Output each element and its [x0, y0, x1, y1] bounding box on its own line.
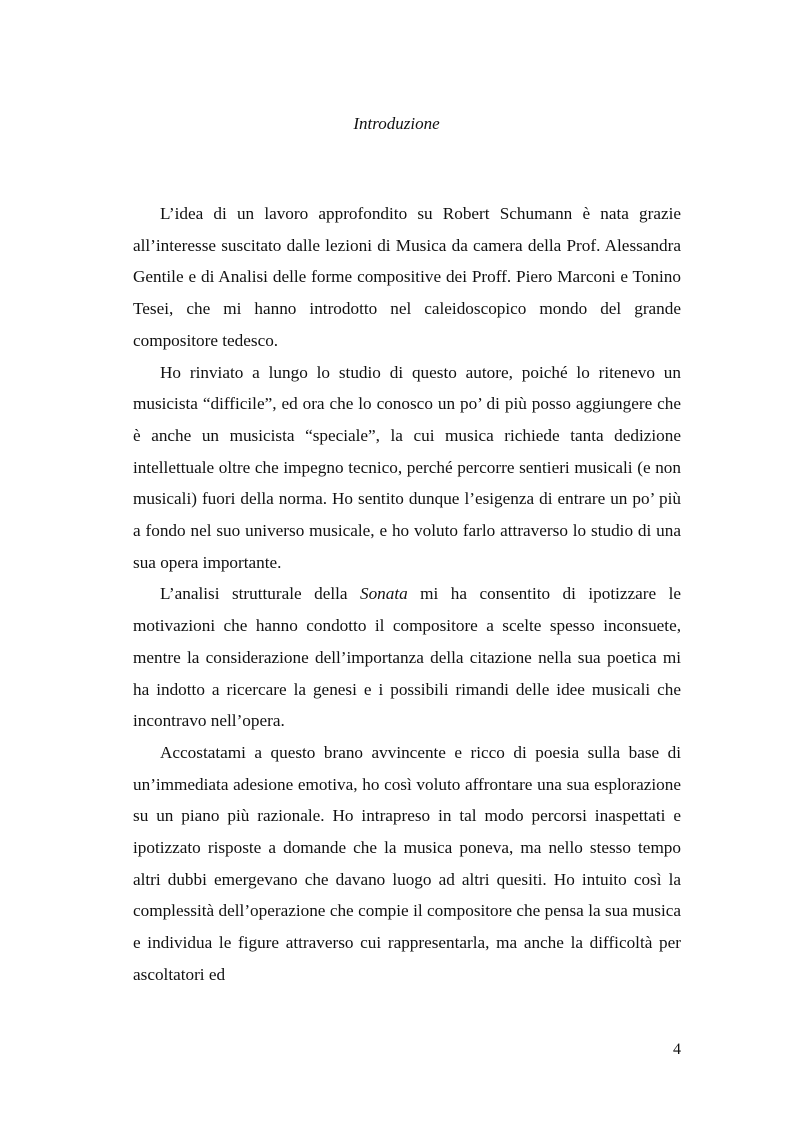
paragraph-3-rest: mi ha consentito di ipotizzare le motivazioni che hanno condotto il compositore a scelte spesso inconsuete, mentre la considerazione dell’importanza della citazione nella sua poetica mi ha indotto a ricercare la genesi e i possibili rimandi delle idee musicali che incontravo nell’opera. — [133, 584, 681, 731]
body-text — [133, 198, 681, 991]
page-number: 4 — [673, 1041, 681, 1058]
sonata-italic-title: Sonata — [359, 584, 408, 604]
paragraph-4: Accostatami a questo brano avvincente e ricco di poesia sulla base di un’immediata adesione emotiva, ho così voluto affrontare una sua esplorazione su un piano più razionale. Ho intrapreso in tal modo percorsi inaspettati e ipotizzato risposte a domande che la musica poneva, ma nello stesso tempo altri dubbi emergevano che davano luogo ad altri quesiti. Ho intuito così la complessità dell’operazione che compie il compositore che pensa la sua musica e individua le figure attraverso cui rappresentarla, ma anche la difficoltà per ascoltatori ed — [133, 742, 681, 984]
paragraph-3-lead: L’analisi strutturale della — [160, 584, 360, 604]
paragraph-3 — [133, 578, 681, 737]
page-heading: Introduzione — [353, 114, 440, 133]
paragraph-2: Ho rinviato a lungo lo studio di questo autore, poiché lo ritenevo un musicista “difficile”, ed ora che lo conosco un po’ di più posso aggiungere che è anche un musicista “speciale”, la cui musica richiede tanta dedizione intellettuale oltre che impegno tecnico, perché percorre sentieri musicali (e non musicali) fuori della norma. Ho sentito dunque l’esigenza di entrare un po’ più a fondo nel suo universo musicale, e ho voluto farlo attraverso lo studio di una sua opera importante. — [133, 362, 681, 572]
paragraph-1: L’idea di un lavoro approfondito su Robert Schumann è nata grazie all’interesse suscitato dalle lezioni di Musica da camera della Prof. Alessandra Gentile e di Analisi delle forme compositive dei Proff. Piero Marconi e Tonino Tesei, che mi hanno introdotto nel caleidoscopico mondo del grande compositore tedesco. — [133, 204, 681, 350]
